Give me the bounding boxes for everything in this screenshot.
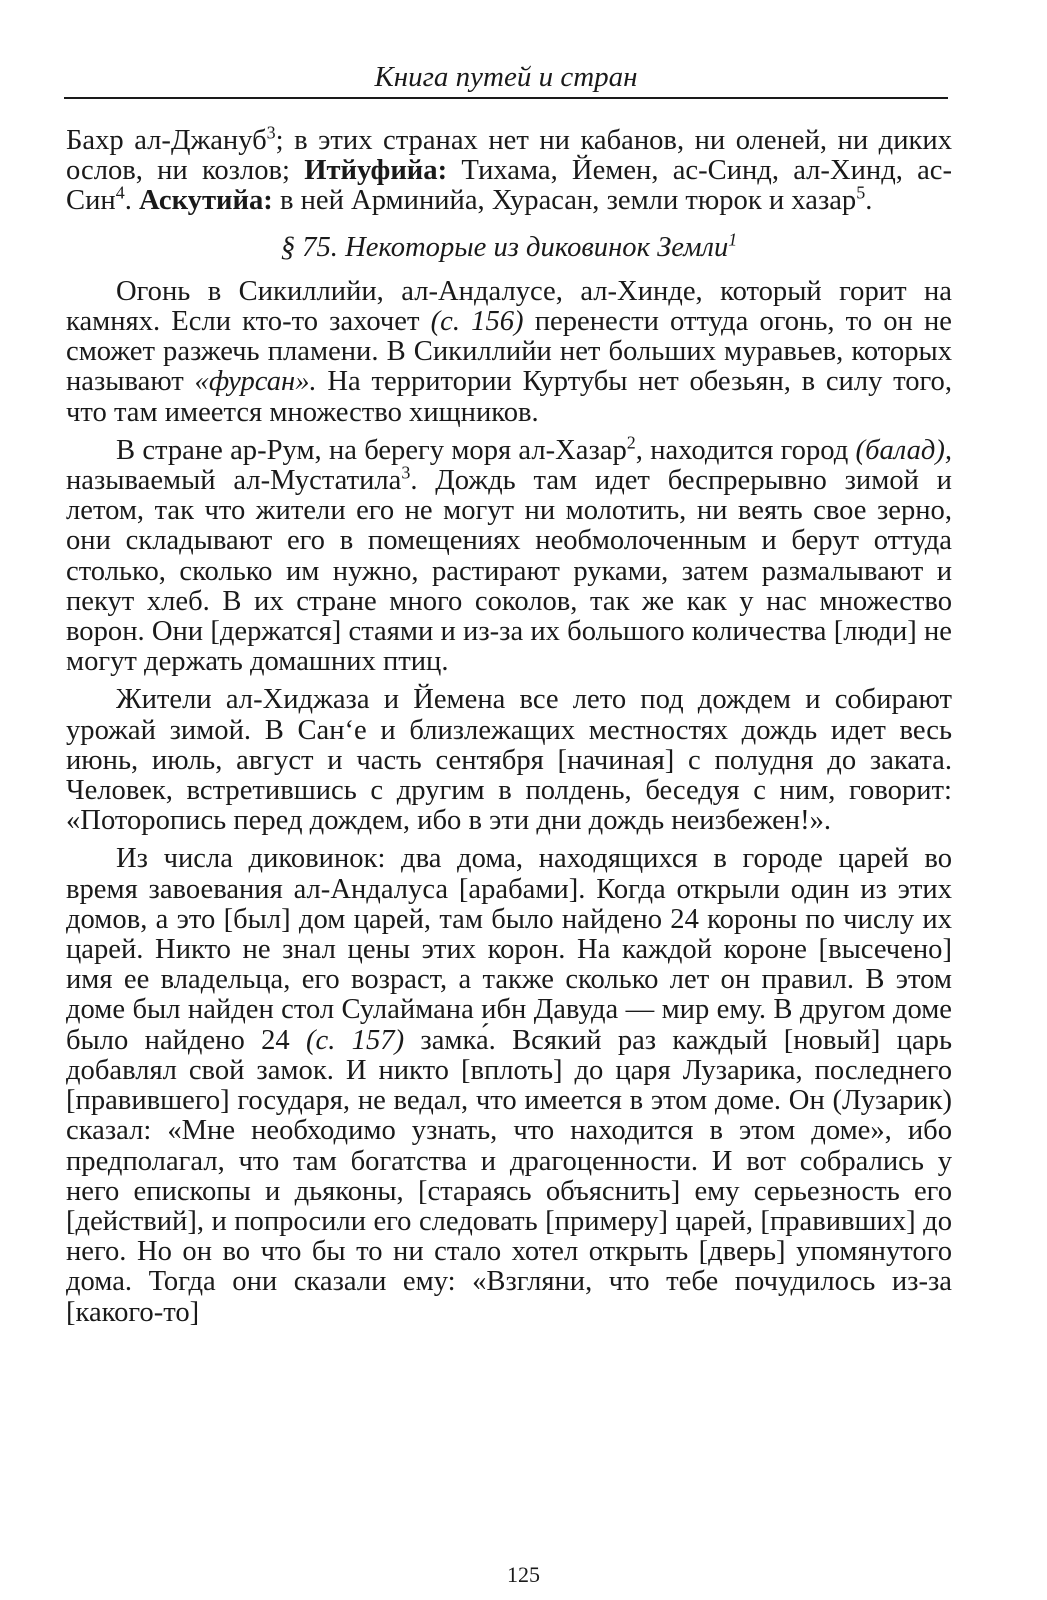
section-heading: § 75. Некоторые из диковинок Земли$^1$ bbox=[280, 229, 738, 263]
paragraph-andalus: Из числа диковинок: два дома, находящихся в городе царей во время завоевания ал-Андалуса [арабами]. Когда открыли один из этих домов, а это [был] дом царей, там было найдено 24 короны по числу их царей. Никто не знал цены этих корон. На каждой короне [высечено] имя ее владельца, его возраст, а также сколько лет он правил. В этом доме был найден стол Сулаймана ибн Давуда — мир ему. В другом доме было найдено 24 (с. 157) замка́. Всякий раз каждый [новый] царь добавлял свой замок. И никто [вплоть] до царя Лузарика, последнего [правившего] государя, не ведал, что имеется в этом доме. Он (Лузарик) сказал: «Мне необходимо узнать, что находится в этом доме», ибо предполагал, что там богатства и драгоценности. И вот собрались у него епископы и дьяконы, [стараясь объяснить] ему серьезность его [действий], и попросили его следовать [примеру] царей, [правивших] до него. Но он во что бы то ни стало хотел открыть [дверь] упомянутого дома. Тогда они сказали ему: «Взгляни, что тебе почудилось из-за [какого-то] bbox=[66, 843, 952, 1328]
term-askutiya: Аскутийа: bbox=[138, 185, 273, 217]
page-ref: (с. 156) bbox=[430, 306, 524, 338]
footnote-ref: 3 bbox=[266, 122, 276, 143]
paragraph-hijaz: Жители ал-Хиджаза и Йемена все лето под дождем и собирают урожай зимой. В Сан‘е и близлежащих местностях дождь идет весь июнь, июль, август и часть сентября [начиная] с полудня до заката. Человек, встретившись с другим в полдень, беседуя с ним, говорит: «Поторопись перед дождем, ибо в эти дни дождь неизбежен!». bbox=[66, 684, 952, 837]
running-title: Книга путей и стран bbox=[374, 61, 638, 93]
paragraph-fire: Огонь в Сикиллийи, ал-Андалусе, ал-Хинде, который горит на камнях. Если кто-то захочет (с. 156) перенести оттуда огонь, то он не сможет разжечь пламени. В Сикиллийи нет больших муравьев, которых называют «фурсан». На территории Куртубы нет обезьян, в силу того, что там имеется множество хищников. bbox=[66, 275, 952, 428]
footnote-ref: 3 bbox=[401, 462, 411, 483]
page-body bbox=[66, 122, 953, 1336]
footnote-ref: 1 bbox=[728, 229, 738, 250]
term-ityufiya: Итйуфийа: bbox=[304, 155, 448, 187]
term-fursan: «фурсан». bbox=[194, 366, 317, 398]
header-rule bbox=[64, 97, 948, 99]
footnote-ref: 2 bbox=[626, 432, 636, 453]
page-ref: (с. 157) bbox=[306, 1024, 405, 1056]
paragraph-rum: В стране ар-Рум, на берегу моря ал-Хазар$^2$, находится город (балад), называемый ал-Мустатила$^3$. Дождь там идет беспрерывно зимой и летом, так что жители его не могут ни молотить, ни веять свое зерно, они складывают его в помещениях необмолоченным и берут оттуда столько, сколько им нужно, растирают руками, затем размалывают и пекут хлеб. В их стране много соколов, так же как у нас множество ворон. Они [держатся] стаями и из-за их большого количества [люди] не могут держать домашних птиц. bbox=[66, 432, 952, 678]
intro-paragraph: Бахр ал-Джануб$^3$; в этих странах нет ни кабанов, ни оленей, ни диких ослов, ни козлов; Итйуфийа: Тихама, Йемен, ас-Синд, ал-Хинд, ас-Син$^4$. Аскутийа: в ней Арминийа, Хурасан, земли тюрок и хазар$^5$. bbox=[66, 122, 953, 217]
footnote-ref: 4 bbox=[115, 182, 125, 203]
term-balad: (балад), bbox=[855, 434, 952, 466]
footnote-ref: 5 bbox=[856, 182, 866, 203]
page-number: 125 bbox=[507, 1562, 540, 1587]
